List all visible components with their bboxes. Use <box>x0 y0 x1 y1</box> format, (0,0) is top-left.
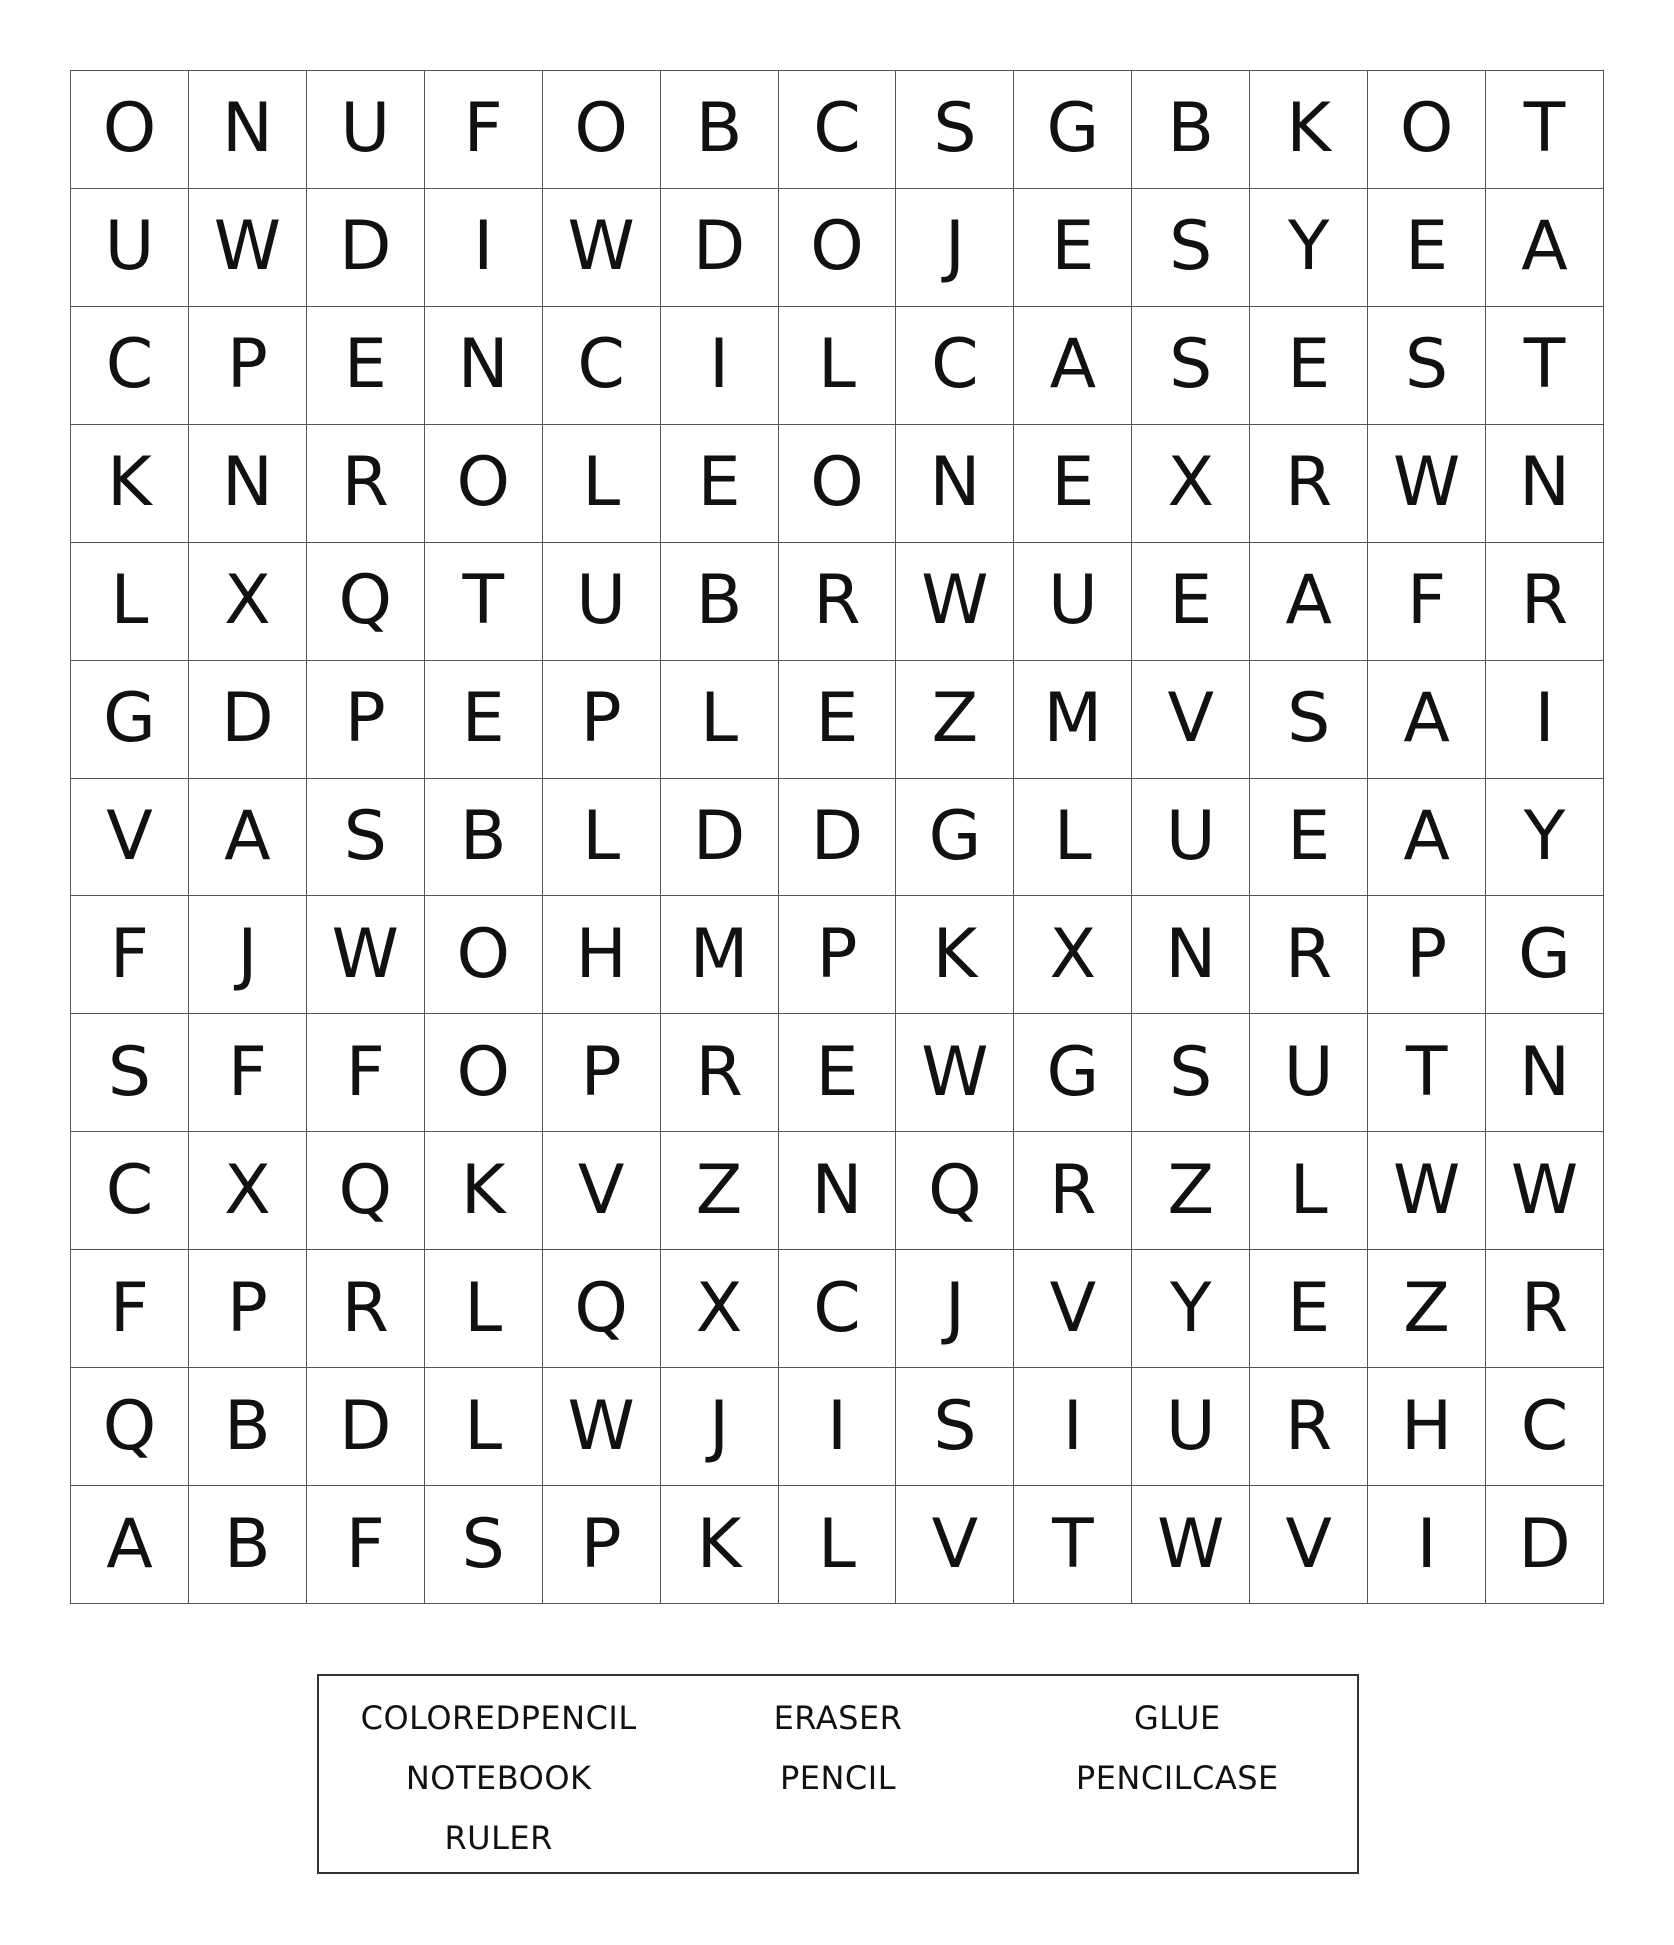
grid-cell[interactable]: A <box>1368 661 1486 779</box>
grid-cell[interactable]: S <box>896 1368 1014 1486</box>
grid-cell[interactable]: W <box>543 1368 661 1486</box>
grid-cell[interactable]: C <box>779 1250 897 1368</box>
grid-cell[interactable]: N <box>779 1132 897 1250</box>
grid-cell[interactable]: V <box>1014 1250 1132 1368</box>
grid-cell[interactable]: U <box>1132 779 1250 897</box>
grid-cell[interactable]: B <box>1132 71 1250 189</box>
grid-cell[interactable]: W <box>1132 1486 1250 1604</box>
grid-cell[interactable]: I <box>1486 661 1604 779</box>
word-bank-item: GLUE <box>1133 1699 1221 1737</box>
grid-cell[interactable]: R <box>1014 1132 1132 1250</box>
grid-cell[interactable]: U <box>71 189 189 307</box>
grid-cell[interactable]: R <box>661 1014 779 1132</box>
grid-cell[interactable]: V <box>543 1132 661 1250</box>
grid-cell[interactable]: R <box>1250 896 1368 1014</box>
grid-cell[interactable]: S <box>1250 661 1368 779</box>
grid-cell[interactable]: O <box>779 189 897 307</box>
grid-cell[interactable]: N <box>425 307 543 425</box>
grid-cell[interactable]: K <box>896 896 1014 1014</box>
grid-cell[interactable]: L <box>425 1368 543 1486</box>
grid-cell[interactable]: A <box>1368 779 1486 897</box>
grid-cell[interactable]: L <box>661 661 779 779</box>
grid-cell[interactable]: D <box>779 779 897 897</box>
grid-cell[interactable]: J <box>189 896 307 1014</box>
grid-cell[interactable]: B <box>189 1368 307 1486</box>
grid-cell[interactable]: T <box>425 543 543 661</box>
grid-cell[interactable]: T <box>1368 1014 1486 1132</box>
grid-cell[interactable]: E <box>779 1014 897 1132</box>
grid-cell[interactable]: P <box>307 661 425 779</box>
grid-cell[interactable]: Z <box>1132 1132 1250 1250</box>
grid-cell[interactable]: C <box>71 1132 189 1250</box>
grid-cell[interactable]: T <box>1014 1486 1132 1604</box>
grid-cell[interactable]: E <box>1250 1250 1368 1368</box>
grid-cell[interactable]: R <box>779 543 897 661</box>
grid-cell[interactable]: L <box>1250 1132 1368 1250</box>
grid-cell[interactable]: A <box>1250 543 1368 661</box>
grid-cell[interactable]: F <box>307 1014 425 1132</box>
grid-cell[interactable]: N <box>896 425 1014 543</box>
grid-cell[interactable]: C <box>543 307 661 425</box>
grid-cell[interactable]: F <box>71 1250 189 1368</box>
grid-cell[interactable]: L <box>543 779 661 897</box>
grid-cell[interactable]: S <box>896 71 1014 189</box>
grid-cell[interactable]: C <box>779 71 897 189</box>
grid-cell[interactable]: F <box>1368 543 1486 661</box>
grid-cell[interactable]: U <box>307 71 425 189</box>
grid-cell[interactable]: E <box>779 661 897 779</box>
grid-cell[interactable]: Y <box>1132 1250 1250 1368</box>
grid-cell[interactable]: Y <box>1250 189 1368 307</box>
grid-cell[interactable]: N <box>1132 896 1250 1014</box>
grid-cell[interactable]: N <box>189 425 307 543</box>
grid-cell[interactable]: W <box>896 1014 1014 1132</box>
grid-cell[interactable]: D <box>1486 1486 1604 1604</box>
grid-cell[interactable]: K <box>661 1486 779 1604</box>
grid-cell[interactable]: Q <box>896 1132 1014 1250</box>
grid-cell[interactable]: P <box>189 307 307 425</box>
grid-cell[interactable]: O <box>779 425 897 543</box>
grid-cell[interactable]: W <box>1486 1132 1604 1250</box>
grid-cell[interactable]: B <box>425 779 543 897</box>
grid-cell[interactable]: O <box>425 1014 543 1132</box>
grid-cell[interactable]: S <box>1368 307 1486 425</box>
grid-cell[interactable]: W <box>543 189 661 307</box>
grid-cell[interactable]: V <box>1132 661 1250 779</box>
grid-cell[interactable]: L <box>779 1486 897 1604</box>
word-bank-item: PENCIL <box>779 1759 897 1797</box>
word-bank-item: RULER <box>444 1819 553 1857</box>
grid-cell[interactable]: F <box>425 71 543 189</box>
grid-cell[interactable]: R <box>307 425 425 543</box>
grid-cell[interactable]: F <box>71 896 189 1014</box>
grid-cell[interactable]: T <box>1486 307 1604 425</box>
grid-cell[interactable]: X <box>189 1132 307 1250</box>
grid-cell[interactable]: Z <box>1368 1250 1486 1368</box>
grid-cell[interactable]: B <box>189 1486 307 1604</box>
grid-cell[interactable]: P <box>543 661 661 779</box>
grid-cell[interactable]: U <box>543 543 661 661</box>
grid-cell[interactable]: B <box>661 543 779 661</box>
grid-cell[interactable]: C <box>71 307 189 425</box>
grid-cell[interactable]: E <box>1368 189 1486 307</box>
grid-cell[interactable]: E <box>1014 425 1132 543</box>
grid-cell[interactable]: Q <box>543 1250 661 1368</box>
grid-cell[interactable]: E <box>1132 543 1250 661</box>
grid-cell[interactable]: S <box>1132 189 1250 307</box>
grid-cell[interactable]: L <box>425 1250 543 1368</box>
grid-cell[interactable]: E <box>307 307 425 425</box>
grid-cell[interactable]: J <box>896 189 1014 307</box>
grid-cell[interactable]: U <box>1014 543 1132 661</box>
grid-cell[interactable]: X <box>661 1250 779 1368</box>
grid-cell[interactable]: O <box>425 896 543 1014</box>
grid-cell[interactable]: L <box>71 543 189 661</box>
grid-cell[interactable]: D <box>661 779 779 897</box>
grid-cell[interactable]: G <box>1014 1014 1132 1132</box>
grid-cell[interactable]: E <box>1014 189 1132 307</box>
word-bank <box>317 1674 1359 1874</box>
grid-cell[interactable]: N <box>189 71 307 189</box>
grid-cell[interactable]: R <box>1486 543 1604 661</box>
grid-cell[interactable]: M <box>1014 661 1132 779</box>
grid-cell[interactable]: J <box>661 1368 779 1486</box>
grid-cell[interactable]: C <box>1486 1368 1604 1486</box>
grid-cell[interactable]: A <box>189 779 307 897</box>
grid-cell[interactable]: D <box>307 189 425 307</box>
grid-cell[interactable]: E <box>425 661 543 779</box>
grid-cell[interactable]: N <box>1486 1014 1604 1132</box>
grid-cell[interactable]: P <box>189 1250 307 1368</box>
grid-cell[interactable]: P <box>543 1014 661 1132</box>
grid-cell[interactable]: S <box>425 1486 543 1604</box>
word-bank-item: PENCILCASE <box>1075 1759 1279 1797</box>
grid-cell[interactable]: E <box>661 425 779 543</box>
grid-cell[interactable]: S <box>1132 1014 1250 1132</box>
grid-cell[interactable]: M <box>661 896 779 1014</box>
grid-cell[interactable]: I <box>779 1368 897 1486</box>
grid-cell[interactable]: H <box>1368 1368 1486 1486</box>
grid-cell[interactable]: D <box>307 1368 425 1486</box>
grid-cell[interactable]: K <box>1250 71 1368 189</box>
grid-cell[interactable]: E <box>1250 307 1368 425</box>
grid-cell[interactable]: A <box>1014 307 1132 425</box>
grid-cell[interactable]: D <box>189 661 307 779</box>
grid-cell[interactable]: G <box>71 661 189 779</box>
grid-cell[interactable]: G <box>896 779 1014 897</box>
grid-cell[interactable]: W <box>189 189 307 307</box>
word-bank-item: ERASER <box>773 1699 903 1737</box>
grid-cell[interactable]: Y <box>1486 779 1604 897</box>
grid-cell[interactable]: Z <box>661 1132 779 1250</box>
grid-cell[interactable]: N <box>1486 425 1604 543</box>
grid-cell[interactable]: Q <box>307 1132 425 1250</box>
grid-cell[interactable]: A <box>1486 189 1604 307</box>
grid-cell[interactable]: W <box>896 543 1014 661</box>
grid-cell[interactable]: V <box>896 1486 1014 1604</box>
grid-cell[interactable]: J <box>896 1250 1014 1368</box>
grid-cell[interactable]: V <box>71 779 189 897</box>
grid-cell[interactable]: I <box>425 189 543 307</box>
grid-cell[interactable]: F <box>189 1014 307 1132</box>
grid-cell[interactable]: R <box>1250 425 1368 543</box>
grid-cell[interactable]: Q <box>71 1368 189 1486</box>
grid-cell[interactable]: I <box>661 307 779 425</box>
grid-cell[interactable]: O <box>543 71 661 189</box>
grid-cell[interactable]: X <box>1014 896 1132 1014</box>
grid-cell[interactable]: V <box>1250 1486 1368 1604</box>
grid-cell[interactable]: G <box>1486 896 1604 1014</box>
grid-cell[interactable]: Z <box>896 661 1014 779</box>
grid-cell[interactable]: S <box>307 779 425 897</box>
grid-cell[interactable]: L <box>1014 779 1132 897</box>
grid-cell[interactable]: P <box>543 1486 661 1604</box>
grid-cell[interactable]: C <box>896 307 1014 425</box>
grid-cell[interactable]: I <box>1014 1368 1132 1486</box>
letter-grid <box>70 70 1604 1604</box>
word-bank-item: NOTEBOOK <box>405 1759 592 1797</box>
grid-cell[interactable]: L <box>543 425 661 543</box>
grid-cell[interactable]: R <box>307 1250 425 1368</box>
grid-cell[interactable]: O <box>71 71 189 189</box>
grid-cell[interactable]: I <box>1368 1486 1486 1604</box>
grid-cell[interactable]: Q <box>307 543 425 661</box>
grid-cell[interactable]: K <box>425 1132 543 1250</box>
grid-cell[interactable]: S <box>1132 307 1250 425</box>
grid-cell[interactable]: E <box>1250 779 1368 897</box>
grid-cell[interactable]: R <box>1486 1250 1604 1368</box>
grid-cell[interactable]: X <box>1132 425 1250 543</box>
grid-cell[interactable]: B <box>661 71 779 189</box>
grid-cell[interactable]: O <box>1368 71 1486 189</box>
grid-cell[interactable]: G <box>1014 71 1132 189</box>
grid-cell[interactable]: X <box>189 543 307 661</box>
grid-cell[interactable]: W <box>307 896 425 1014</box>
grid-cell[interactable]: W <box>1368 425 1486 543</box>
grid-cell[interactable]: K <box>71 425 189 543</box>
grid-cell[interactable]: U <box>1132 1368 1250 1486</box>
grid-cell[interactable]: P <box>1368 896 1486 1014</box>
grid-cell[interactable]: H <box>543 896 661 1014</box>
grid-cell[interactable]: O <box>425 425 543 543</box>
grid-cell[interactable]: W <box>1368 1132 1486 1250</box>
grid-cell[interactable]: L <box>779 307 897 425</box>
grid-cell[interactable]: R <box>1250 1368 1368 1486</box>
grid-cell[interactable]: U <box>1250 1014 1368 1132</box>
grid-cell[interactable]: D <box>661 189 779 307</box>
grid-cell[interactable]: F <box>307 1486 425 1604</box>
grid-cell[interactable]: S <box>71 1014 189 1132</box>
grid-cell[interactable]: T <box>1486 71 1604 189</box>
word-bank-item: COLOREDPENCIL <box>360 1699 637 1737</box>
grid-cell[interactable]: A <box>71 1486 189 1604</box>
grid-cell[interactable]: P <box>779 896 897 1014</box>
